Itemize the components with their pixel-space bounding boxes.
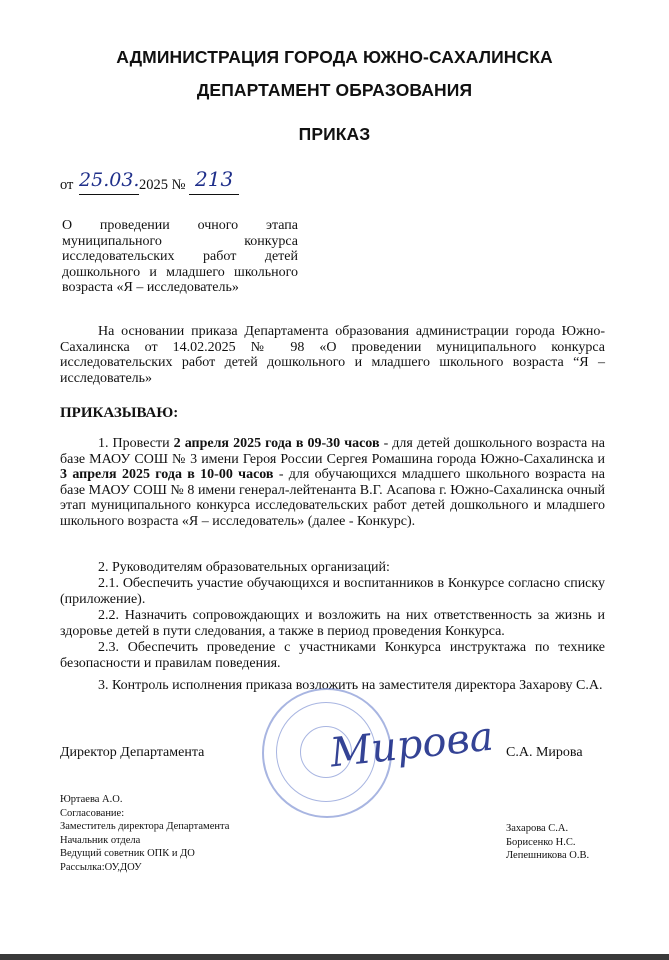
doc-type-title: ПРИКАЗ xyxy=(298,124,371,144)
footer-right-line: Борисенко Н.С. xyxy=(506,836,576,848)
order-subject: О проведении очного этапа муниципального конкурса исследовательских работ детей дошкольного и младшего школьного возраста «Я – исследователь» xyxy=(62,218,298,295)
footer-left-line: Начальник отдела xyxy=(60,834,141,846)
footer-right xyxy=(506,822,589,863)
date-time-1: 2 апреля 2025 года в 09-30 часов xyxy=(173,436,380,451)
date-prefix: от xyxy=(60,177,74,193)
order-item-2-1: 2.1. Обеспечить участие обучающихся и воспитанников в Конкурсе согласно списку (приложение). xyxy=(60,576,605,607)
basis-paragraph: На основании приказа Департамента образования администрации города Южно-Сахалинска от 14.02.2025 № 98 «О проведении муниципального конкурса исследовательских работ детей дошкольного и младшего школьного возраста “Я – исследователь» xyxy=(60,324,605,386)
footer-left-line: Юртаева А.О. xyxy=(60,794,123,805)
order-item-3: 3. Контроль исполнения приказа возложить на заместителя директора Захарову С.А. xyxy=(98,678,603,693)
order-item-2-2: 2.2. Назначить сопровождающих и возложить на них ответственность за жизнь и здоровье детей в пути следования, а также в период проведения Конкурса. xyxy=(60,608,605,639)
footer-right-line: Лепешникова О.В. xyxy=(506,850,590,861)
order-item-2: 2. Руководителям образовательных организаций: xyxy=(98,560,390,575)
handwritten-number: 213 xyxy=(195,167,234,191)
order-word: ПРИКАЗЫВАЮ: xyxy=(60,405,179,421)
signer-position: Директор Департамента xyxy=(60,745,205,760)
footer-left-line: Заместитель директора Департамента xyxy=(60,821,230,832)
signer-name: С.А. Мирова xyxy=(506,745,583,760)
order-item-2-3: 2.3. Обеспечить проведение с участниками Конкурса инструктажа по технике безопасности и правилам поведения. xyxy=(60,640,605,671)
date-line xyxy=(60,167,239,195)
date-year: 2025 № xyxy=(139,177,186,193)
footer-left xyxy=(60,793,229,874)
order-item-1: 1. Провести 2 апреля 2025 года в 09-30 часов - для детей дошкольного возраста на базе МАОУ СОШ № 3 имени Героя России Сергея Ромашина города Южно-Сахалинска и 3 апреля 2025 года в 10-00 часов - для обучающихся младшего школьного возраста на базе МАОУ СОШ № 8 имени генерал-лейтенанта В.Г. Асапова г. Южно-Сахалинска очный этап муниципального конкурса исследовательских работ детей дошкольного и младшего школьного возраста «Я – исследователь» (далее - Конкурс). xyxy=(60,436,606,529)
org-name: АДМИНИСТРАЦИЯ ГОРОДА ЮЖНО-САХАЛИНСКА xyxy=(116,47,553,67)
footer-left-line: Рассылка:ОУ,ДОУ xyxy=(60,861,142,873)
department-name: ДЕПАРТАМЕНТ ОБРАЗОВАНИЯ xyxy=(196,80,473,100)
handwritten-date: 25.03. xyxy=(79,169,140,191)
handwritten-signature: Мирова xyxy=(328,713,496,777)
date-time-2: 3 апреля 2025 года в 10-00 часов xyxy=(60,467,274,483)
footer-right-line: Захарова С.А. xyxy=(506,823,569,834)
footer-left-line: Ведущий советник ОПК и ДО xyxy=(60,848,195,859)
scan-edge xyxy=(0,954,669,960)
footer-left-line: Согласование: xyxy=(60,807,125,819)
